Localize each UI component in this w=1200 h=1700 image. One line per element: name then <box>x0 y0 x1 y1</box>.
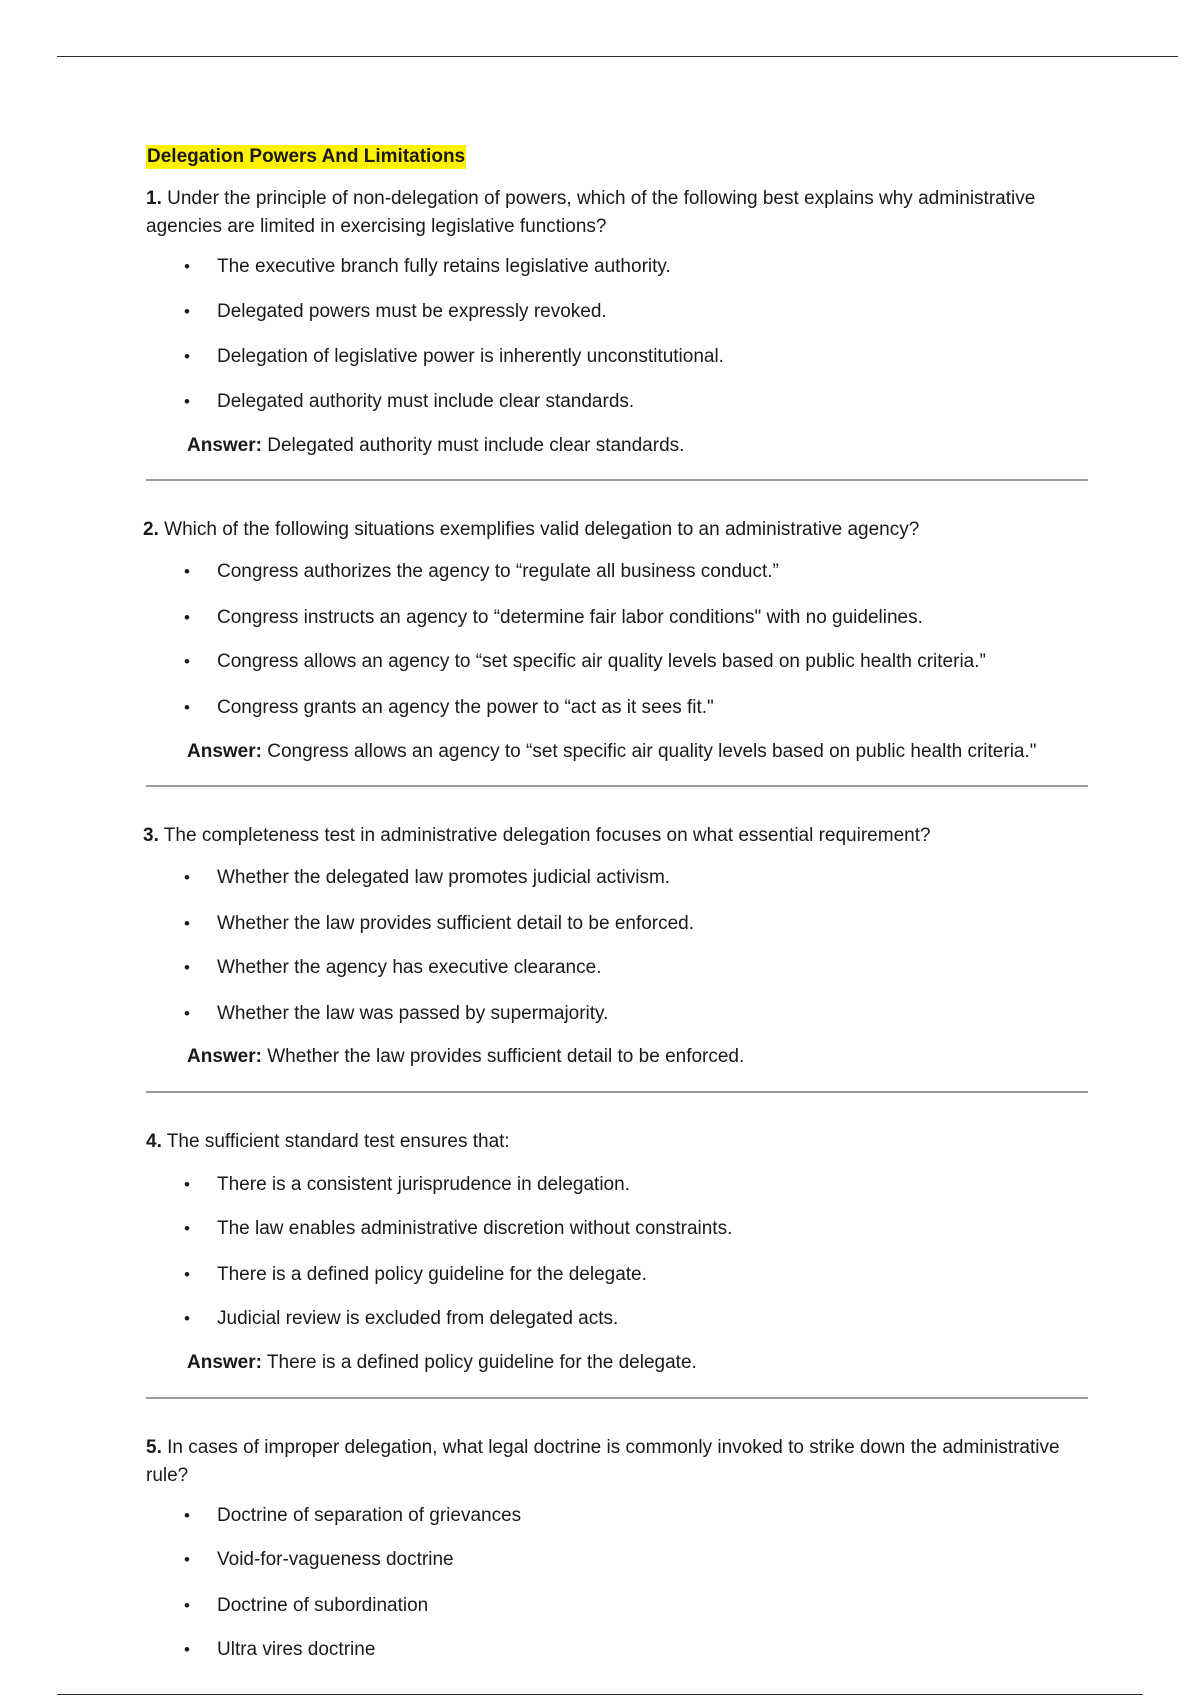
options-list <box>146 1504 1096 1662</box>
answer-label: Answer: <box>187 435 262 456</box>
question-2 <box>143 516 1096 787</box>
question-1 <box>146 185 1096 481</box>
option-item: • Whether the delegated law promotes judicial activism. <box>146 866 1096 890</box>
answer-label: Answer: <box>187 1046 262 1067</box>
option-item: • Congress instructs an agency to “determine fair labor conditions" with no guidelines. <box>146 606 1096 630</box>
option-item: • Judicial review is excluded from delegated acts. <box>146 1307 1096 1331</box>
option-item: • Delegated authority must include clear standards. <box>146 390 1096 414</box>
option-item: • Whether the agency has executive clearance. <box>146 956 1096 980</box>
option-item: • Delegation of legislative power is inherently unconstitutional. <box>146 345 1096 369</box>
question-body: The completeness test in administrative delegation focuses on what essential requirement? <box>163 825 931 846</box>
question-text <box>146 1128 1096 1156</box>
answer-line <box>146 740 1096 764</box>
question-body: Which of the following situations exemplifies valid delegation to an administrative agency? <box>164 519 920 540</box>
document-body <box>143 145 1096 1662</box>
option-item: • Void-for-vagueness doctrine <box>146 1548 1096 1572</box>
option-item: • The executive branch fully retains legislative authority. <box>146 255 1096 279</box>
question-5 <box>146 1434 1096 1662</box>
answer-line <box>146 434 1096 458</box>
answer-line <box>146 1351 1096 1375</box>
option-item: • The law enables administrative discretion without constraints. <box>146 1217 1096 1241</box>
page-bottom-rule <box>57 1694 1143 1695</box>
question-divider <box>146 1091 1088 1093</box>
option-item: • Congress authorizes the agency to “regulate all business conduct.” <box>146 560 1096 584</box>
question-number: 4. <box>146 1131 162 1152</box>
section-title: Delegation Powers And Limitations <box>147 146 466 167</box>
question-divider <box>146 479 1088 481</box>
option-item: • There is a defined policy guideline for the delegate. <box>146 1263 1096 1287</box>
answer-label: Answer: <box>187 1352 262 1373</box>
answer-text: Delegated authority must include clear standards. <box>267 435 685 456</box>
option-item: • Whether the law was passed by supermajority. <box>146 1002 1096 1026</box>
option-item: • Ultra vires doctrine <box>146 1638 1096 1662</box>
question-text <box>143 822 1096 850</box>
question-body: Under the principle of non-delegation of powers, which of the following best explains why administrative agencies are limited in exercising legislative functions? <box>146 188 1036 237</box>
option-item: • There is a consistent jurisprudence in delegation. <box>146 1173 1096 1197</box>
question-body: The sufficient standard test ensures that: <box>166 1131 510 1152</box>
answer-line <box>146 1045 1096 1069</box>
answer-text: Congress allows an agency to “set specific air quality levels based on public health criteria." <box>267 741 1037 762</box>
options-list <box>146 1173 1096 1331</box>
options-list <box>146 560 1096 720</box>
question-4 <box>146 1128 1096 1399</box>
question-text <box>143 516 1096 544</box>
question-3 <box>143 822 1096 1093</box>
options-list <box>146 255 1096 414</box>
option-item: • Delegated powers must be expressly revoked. <box>146 300 1096 324</box>
option-item: • Congress grants an agency the power to “act as it sees fit." <box>146 696 1096 720</box>
answer-text: Whether the law provides sufficient detail to be enforced. <box>267 1046 745 1067</box>
options-list <box>146 866 1096 1026</box>
question-divider <box>146 1397 1088 1399</box>
answer-text: There is a defined policy guideline for the delegate. <box>266 1352 697 1373</box>
option-item: • Doctrine of separation of grievances <box>146 1504 1096 1528</box>
option-item: • Congress allows an agency to “set specific air quality levels based on public health criteria.” <box>146 650 1096 674</box>
option-item: • Whether the law provides sufficient detail to be enforced. <box>146 912 1096 936</box>
page-top-rule <box>57 56 1178 57</box>
question-text <box>146 185 1096 241</box>
question-text <box>146 1434 1096 1490</box>
question-number: 2. <box>143 519 159 540</box>
question-number: 1. <box>146 188 162 209</box>
answer-label: Answer: <box>187 741 262 762</box>
question-body: In cases of improper delegation, what legal doctrine is commonly invoked to strike down the administrative rule? <box>146 1437 1060 1486</box>
question-number: 5. <box>146 1437 162 1458</box>
question-number: 3. <box>143 825 159 846</box>
question-divider <box>146 785 1088 787</box>
option-item: • Doctrine of subordination <box>146 1594 1096 1618</box>
